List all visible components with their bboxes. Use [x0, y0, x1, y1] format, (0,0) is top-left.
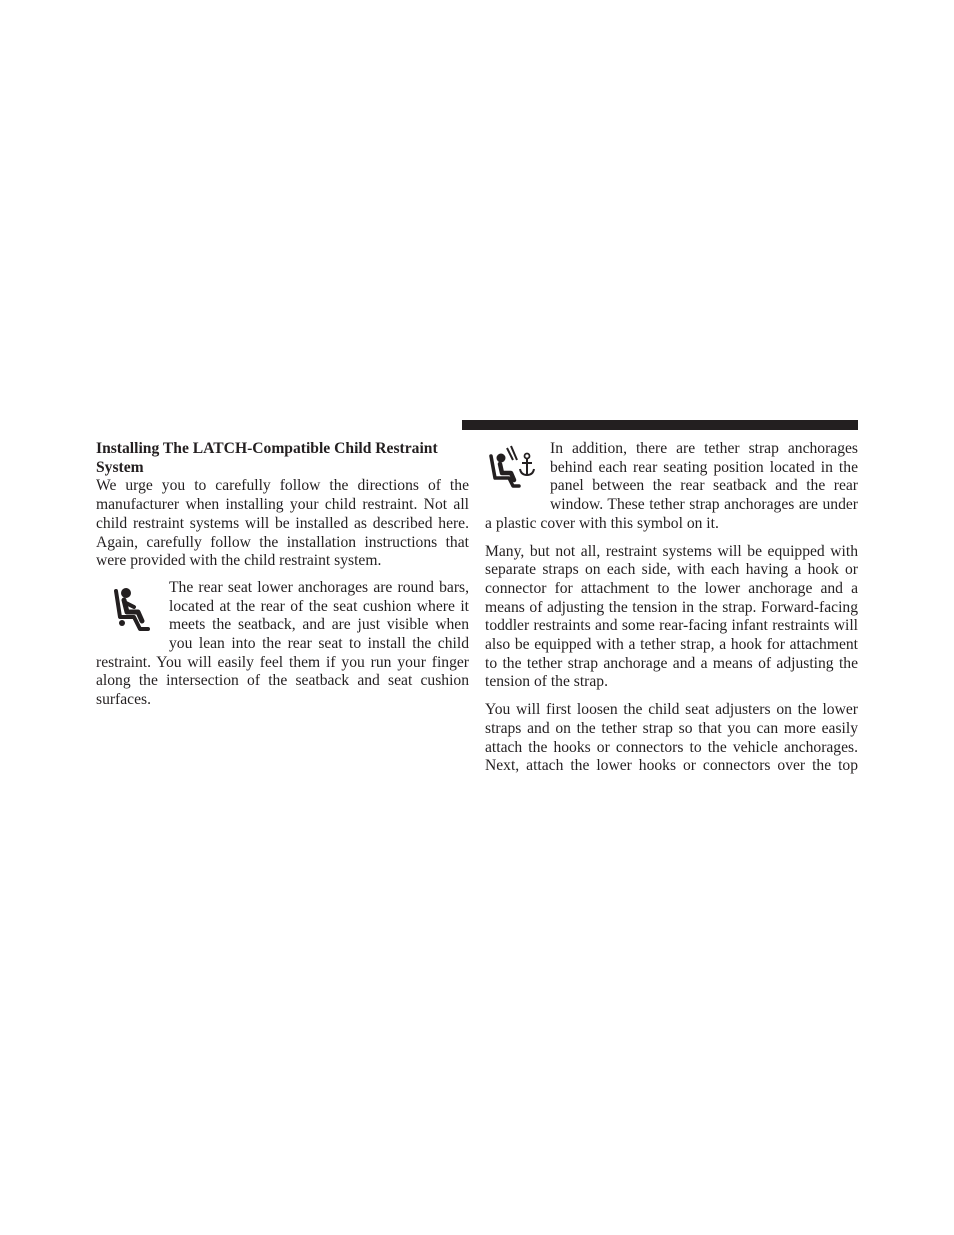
right-column	[485, 440, 858, 776]
tether-anchorage-paragraph: In addition, there are tether strap anchorages behind each rear seating position located in the panel between the rear seatback and the rear window. These tether strap anchorages are under a plastic cover with this symbol on it.	[485, 440, 858, 532]
child-seat-lower-anchorage-icon	[104, 581, 158, 637]
lower-anchorage-block	[96, 579, 469, 710]
lower-anchorage-paragraph: The rear seat lower anchorages are round bars, located at the rear of the seat cushion where it meets the seatback, and are just visible when you lean into the rear seat to install the child restraint. You will easily feel them if you run your finger along the intersection of the seatback and seat cushion surfaces.	[96, 578, 469, 709]
left-column	[96, 440, 469, 710]
child-seat-tether-anchor-icon	[485, 442, 541, 502]
section-divider-bar	[462, 420, 858, 430]
intro-paragraph: We urge you to carefully follow the directions of the manufacturer when installing your child restraint. Not all child restraint systems will be installed as described here. Again, carefully follow the installation instructions that were provided with the child restraint system.	[96, 477, 469, 570]
loosen-adjusters-paragraph: You will first loosen the child seat adjusters on the lower straps and on the tether strap so that you can more easily attach the hooks or connectors to the vehicle anchorages. Next, attach the lower hooks or connectors over the top	[485, 701, 858, 775]
tether-anchorage-block	[485, 440, 858, 534]
straps-paragraph: Many, but not all, restraint systems will be equipped with separate straps on each side, with each having a hook or connector for attachment to the lower anchorage and a means of adjusting the tension in the strap. Forward-facing toddler restraints and some rear-facing infant restraints will also be equipped with a tether strap, a hook for attachment to the tether strap anchorage and a means of adjusting the tension of the strap.	[485, 542, 858, 691]
section-heading: Installing The LATCH-Compatible Child Restraint System	[96, 440, 438, 476]
